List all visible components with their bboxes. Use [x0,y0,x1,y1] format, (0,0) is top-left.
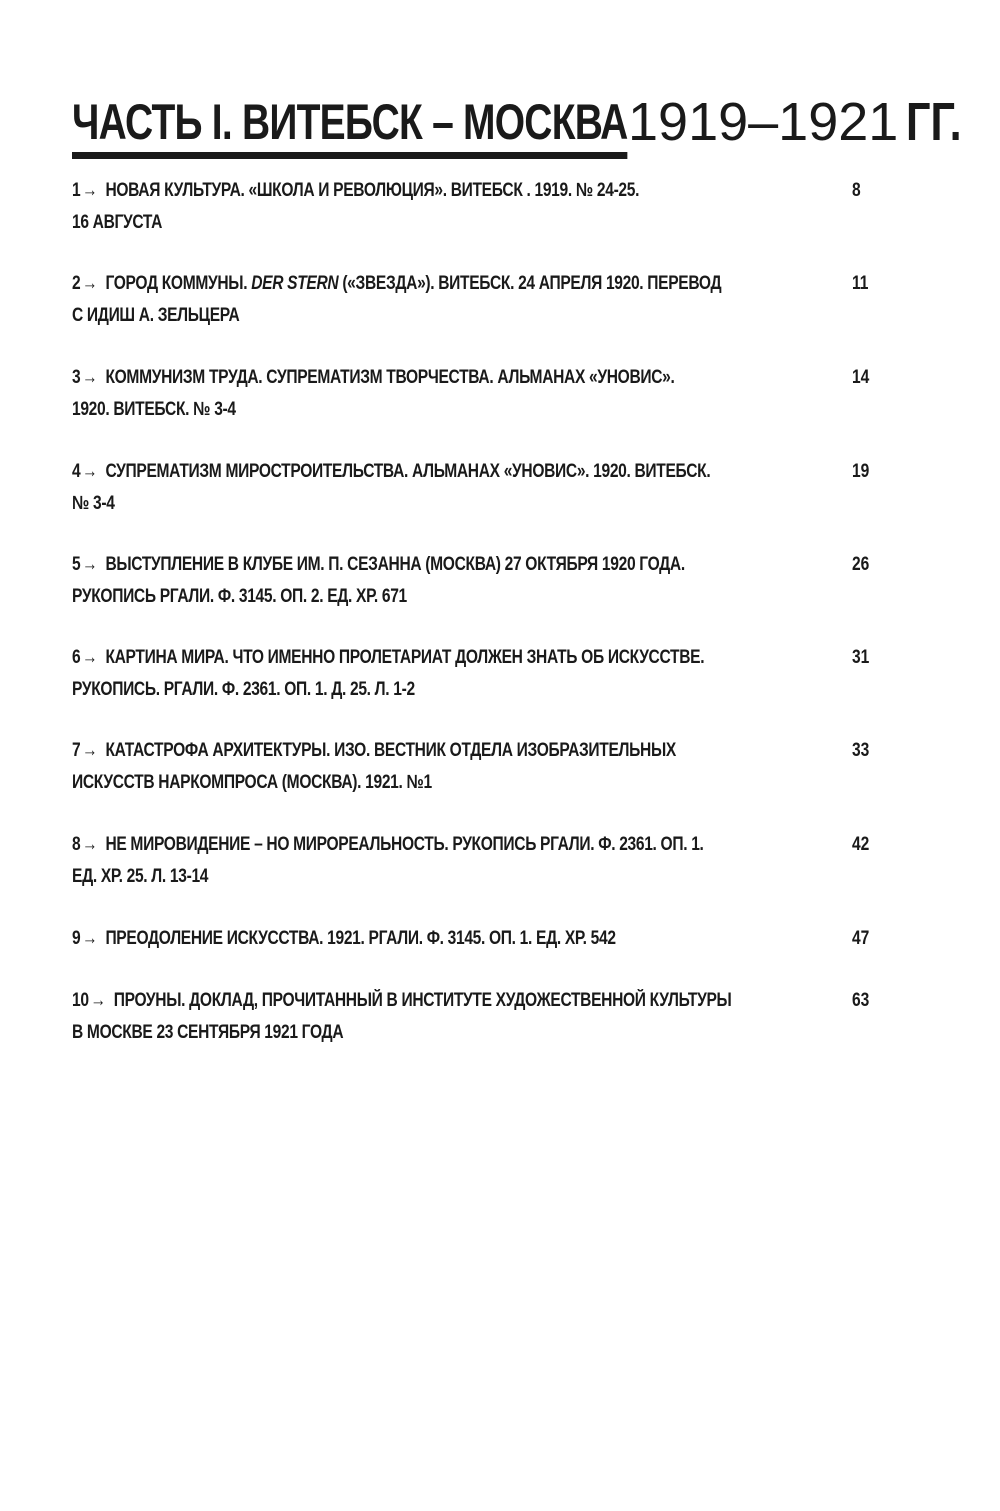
chapter-part-label: ЧАСТЬ I. ВИТЕБСК – МОСКВА [72,92,628,159]
arrow-icon: → [81,928,98,949]
toc-entry-text [72,829,792,893]
toc-entry-page-number: 31 [852,647,870,668]
arrow-icon: → [81,367,98,388]
toc-entry-title: ПРОУНЫ. ДОКЛАД, ПРОЧИТАННЫЙ В ИНСТИТУТЕ ХУДОЖЕСТВЕННОЙ КУЛЬТУРЫ [113,990,732,1011]
toc-entry[interactable] [72,549,892,613]
toc-entry-title-part: («ЗВЕЗДА»). ВИТЕБСК. 24 АПРЕЛЯ 1920. ПЕРЕВОД [338,273,722,294]
toc-entry-line [72,642,705,674]
toc-entry-text [72,923,792,955]
toc-entry[interactable] [72,985,892,1049]
toc-entry-page-number: 63 [852,990,870,1011]
toc-entry-number: 5 [72,554,81,575]
toc-entry-title: КОММУНИЗМ ТРУДА. СУПРЕМАТИЗМ ТВОРЧЕСТВА. АЛЬМАНАХ «УНОВИС». [105,367,675,388]
toc-entry-text [72,549,792,613]
toc-entry-line: РУКОПИСЬ. РГАЛИ. Ф. 2361. ОП. 1. Д. 25. Л. 1-2 [72,679,415,700]
toc-entry-line: С ИДИШ А. ЗЕЛЬЦЕРА [72,305,240,326]
toc-entry-line [72,362,675,394]
arrow-icon: → [81,740,98,761]
toc-entry-page-number: 11 [852,273,869,294]
toc-entry[interactable] [72,923,892,955]
toc-entry-page-number: 47 [852,928,870,949]
toc-entry-text [72,985,792,1049]
arrow-icon: → [81,647,98,668]
toc-entry-page-number: 33 [852,740,870,761]
toc-entry-line [72,923,662,955]
arrow-icon: → [81,461,98,482]
chapter-years-suffix: ГГ. [906,92,962,152]
toc-entry-line: РУКОПИСЬ РГАЛИ. Ф. 3145. ОП. 2. ЕД. ХР. 671 [72,586,407,607]
toc-entry-number: 10 [72,990,89,1011]
toc-entry[interactable] [72,735,892,799]
toc-entry-line [72,735,676,767]
toc-entry-line [72,268,722,300]
toc-entry-line [72,829,704,861]
toc-entry-line: ИСКУССТВ НАРКОМПРОСА (МОСКВА). 1921. №1 [72,772,432,793]
toc-entry-text [72,735,792,799]
toc-entry-line: ЕД. ХР. 25. Л. 13-14 [72,866,209,887]
toc-entry[interactable] [72,642,892,706]
toc-entry-number: 1 [72,180,81,201]
toc-entry-title: НОВАЯ КУЛЬТУРА. «ШКОЛА И РЕВОЛЮЦИЯ». ВИТЕБСК . 1919. № 24-25. [105,180,640,201]
toc-entry-title: КАТАСТРОФА АРХИТЕКТУРЫ. ИЗО. ВЕСТНИК ОТДЕЛА ИЗОБРАЗИТЕЛЬНЫХ [105,740,676,761]
toc-entry-page-number: 8 [852,180,861,201]
toc-entry[interactable] [72,829,892,893]
toc-entry-number: 4 [72,461,81,482]
toc-entry-line [72,985,732,1017]
toc-entry-page-number: 42 [852,834,870,855]
toc-entry-number: 2 [72,273,81,294]
toc-entry-line: 1920. ВИТЕБСК. № 3-4 [72,399,236,420]
toc-entry-number: 8 [72,834,81,855]
arrow-icon: → [81,554,98,575]
toc-entry-title-italic: DER STERN [251,273,339,294]
arrow-icon: → [81,273,98,294]
toc-entry-text [72,268,792,332]
chapter-heading [72,92,962,159]
toc-entry-text [72,362,792,426]
toc-entry-title: СУПРЕМАТИЗМ МИРОСТРОИТЕЛЬСТВА. АЛЬМАНАХ «УНОВИС». 1920. ВИТЕБСК. [105,461,711,482]
toc-entry-number: 6 [72,647,81,668]
toc-entry-page-number: 14 [852,367,870,388]
toc-entry-title: ВЫСТУПЛЕНИЕ В КЛУБЕ ИМ. П. СЕЗАННА (МОСКВА) 27 ОКТЯБРЯ 1920 ГОДА. [105,554,685,575]
toc-entry-title: НЕ МИРОВИДЕНИЕ – НО МИРОРЕАЛЬНОСТЬ. РУКОПИСЬ РГАЛИ. Ф. 2361. ОП. 1. [105,834,704,855]
toc-entry[interactable] [72,362,892,426]
toc-entry-line: 16 АВГУСТА [72,212,163,233]
toc-entry-number: 9 [72,928,81,949]
toc-entry-text [72,175,792,239]
arrow-icon: → [81,180,98,201]
chapter-years: 1919–1921 [628,92,899,152]
toc-entry-line [72,549,685,581]
toc-entry-line [72,175,662,207]
toc-entry-number: 3 [72,367,81,388]
toc-entry-line [72,456,711,488]
toc-entry[interactable] [72,268,892,332]
toc-entry[interactable] [72,456,892,520]
toc-entry-page-number: 26 [852,554,870,575]
toc-entry-line: № 3-4 [72,493,115,514]
toc-entry-title: ПРЕОДОЛЕНИЕ ИСКУССТВА. 1921. РГАЛИ. Ф. 3145. ОП. 1. ЕД. ХР. 542 [105,928,616,949]
arrow-icon: → [90,990,106,1011]
toc-entry-line: В МОСКВЕ 23 СЕНТЯБРЯ 1921 ГОДА [72,1022,344,1043]
chapter-years-group [628,92,976,152]
toc-entry-text [72,642,792,706]
arrow-icon: → [81,834,98,855]
toc-entry-title: КАРТИНА МИРА. ЧТО ИМЕННО ПРОЛЕТАРИАТ ДОЛЖЕН ЗНАТЬ ОБ ИСКУССТВЕ. [105,647,705,668]
toc-entry-text [72,456,792,520]
toc-entry-page-number: 19 [852,461,870,482]
toc-entry-title-part: ГОРОД КОММУНЫ. [105,273,252,294]
toc-entry-number: 7 [72,740,81,761]
toc-entry[interactable] [72,175,892,239]
